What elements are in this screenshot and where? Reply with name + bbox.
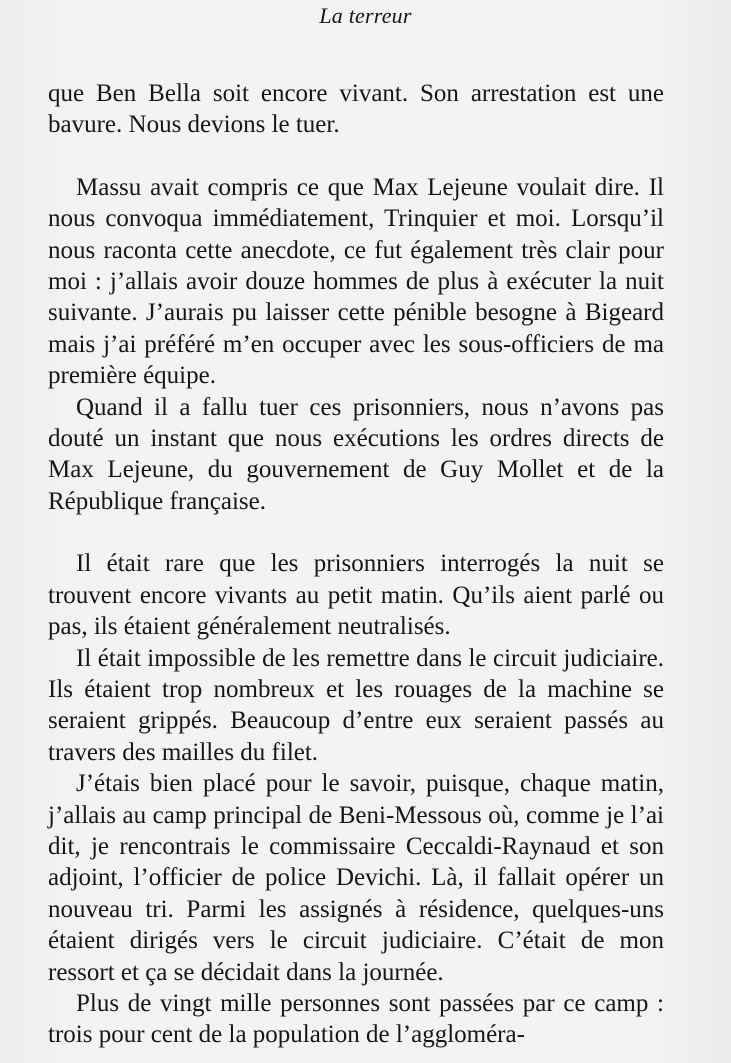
- paragraph: J’étais bien placé pour le savoir, puisque, chaque matin, j’allais au camp principal de Beni-Messous où, comme je l’ai dit, je rencontrais le commissaire Ceccaldi-Raynaud et son adjoint, l’officier de police Devichi. Là, il fallait opérer un nouveau tri. Parmi les assignés à résidence, quelques-uns étaient dirigés vers le circuit judiciaire. C’était de mon ressort et ça se décidait dans la journée.: [48, 770, 664, 986]
- paragraph: Plus de vingt mille personnes sont passées par ce camp : trois pour cent de la population de l’aggloméra-: [48, 989, 664, 1049]
- running-head: La terreur: [319, 3, 412, 28]
- paragraph: Il était impossible de les remettre dans le circuit judiciaire. Ils étaient trop nombreux et les rouages de la machine se seraient grippés. Beaucoup d’entre eux seraient passés au travers des mailles du filet.: [48, 644, 664, 766]
- paragraph: Il était rare que les prisonniers interrogés la nuit se trouvent encore vivants au petit matin. Qu’ils aient parlé ou pas, ils étaient généralement neutralisés.: [48, 550, 664, 641]
- paragraph: que Ben Bella soit encore vivant. Son arrestation est une bavure. Nous devions le tuer.: [48, 80, 664, 139]
- body-text: [48, 78, 664, 1051]
- paragraph: Massu avait compris ce que Max Lejeune voulait dire. Il nous convoqua immédiatement, Trinquier et moi. Lorsqu’il nous raconta cette anecdote, ce fut également très clair pour moi : j’allais avoir douze hommes de plus à exécuter la nuit suivante. J’aurais pu laisser cette pénible besogne à Bigeard mais j’ai préféré m’en occuper avec les sous-officiers de ma première équipe.: [48, 173, 664, 390]
- paragraph: Quand il a fallu tuer ces prisonniers, nous n’avons pas douté un instant que nous exécutions les ordres directs de Max Lejeune, du gouvernement de Guy Mollet et de la République française.: [48, 393, 664, 515]
